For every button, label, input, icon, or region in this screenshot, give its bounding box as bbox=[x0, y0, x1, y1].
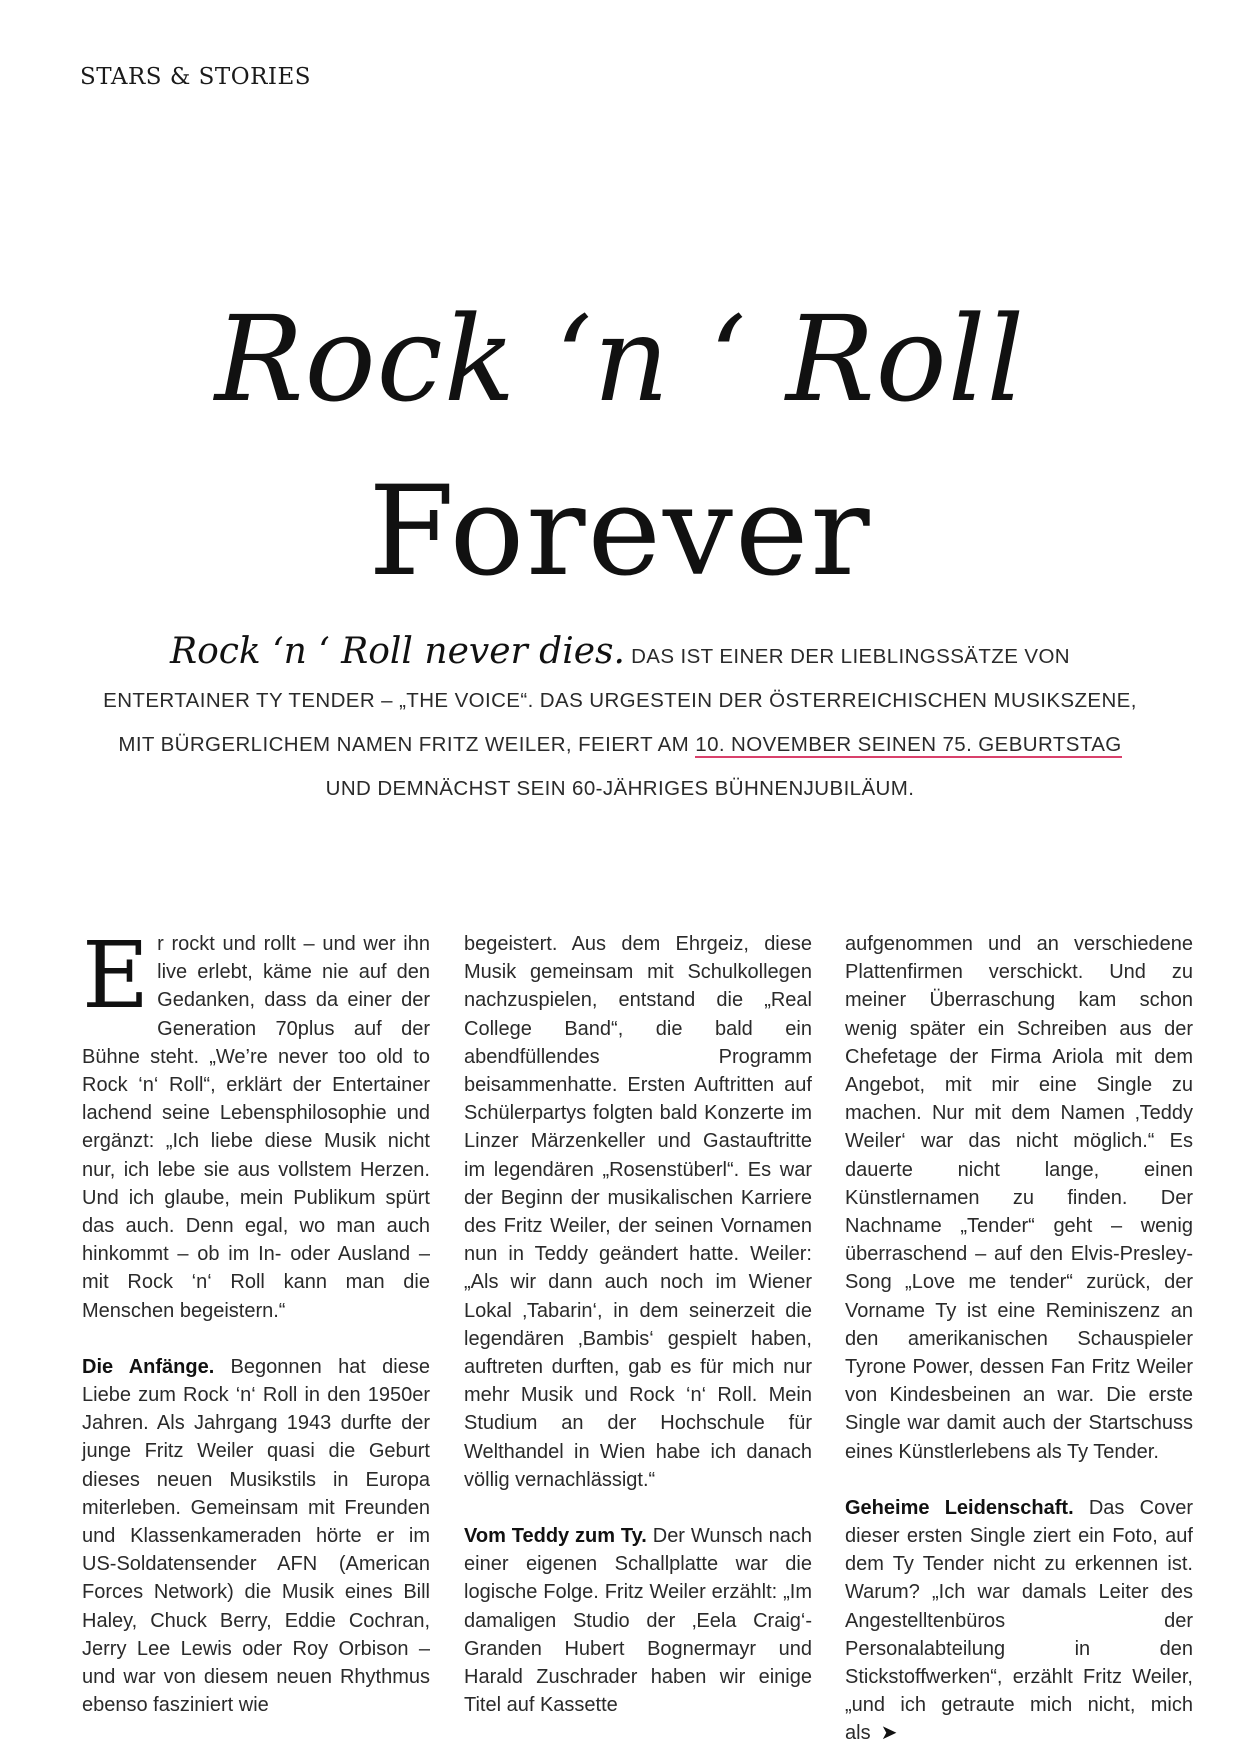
column-3-paragraph-2 bbox=[845, 1494, 1193, 1748]
intro-paragraph bbox=[100, 630, 1140, 811]
article-column-1 bbox=[82, 922, 430, 1719]
paragraph-text: Das Cover dieser ersten Single ziert ein Foto, auf dem Ty Tender nicht zu erkennen ist. Warum? „Ich war damals Leiter des Angestelltenbüros der Personalabteilung in den Stickstoffwerken“, erzählt Fritz Weiler, „und ich getraute mich nicht, mich als bbox=[845, 1496, 1193, 1745]
paragraph-text: Der Wunsch nach einer eigenen Schallplatte war die logische Folge. Fritz Weiler erzählt: „Im damaligen Studio der ‚Eela Craig‘-Granden Hubert Bognermayr und Harald Zuschrader haben wir einige Titel auf Kassette bbox=[464, 1525, 812, 1717]
column-3-paragraph-1: aufgenommen und an verschiedene Plattenfirmen verschickt. Und zu meiner Überraschung kam schon wenig später ein Schreiben aus der Chefetage der Firma Ariola mit dem Angebot, mit mir eine Single zu machen. Nur mit dem Namen ‚Teddy Weiler‘ war das nicht möglich.“ Es dauerte nicht lange, einen Künstlernamen zu finden. Der Nachname „Tender“ geht – wenig überraschend – auf den Elvis-Presley-Song „Love me tender“ zurück, der Vorname Ty ist eine Reminiszenz an den amerikanischen Schauspieler Tyrone Power, dessen Fan Fritz Weiler von Kindesbeinen an war. Die erste Single war damit auch der Startschuss eines Künstlerlebens als Ty Tender. bbox=[845, 933, 1193, 1463]
intro-text: DAS IST EINER DER LIEBLINGSSÄTZE VON ENTERTAINER TY TENDER – „THE VOICE“. DAS URGESTEIN DER ÖSTERREICHISCHEN MUSIKSZENE, MIT BÜRGERLICHEM NAMEN FRITZ WEILER, FEIERT AM bbox=[103, 645, 1137, 756]
paragraph-text: r rockt und rollt – und wer ihn live erlebt, käme nie auf den Gedanken, dass da einer der Generation 70plus auf der Bühne steht. „We’re never too old to Rock ‘n‘ Roll“, erklärt der Entertainer lachend seine Lebensphilosophie und ergänzt: „Ich liebe diese Musik nicht nur, ich lebe sie aus vollstem Herzen. Und ich glaube, mein Publikum spürt das auch. Denn egal, wo man auch hinkommt – ob im In- oder Ausland – mit Rock ‘n‘ Roll kann man die Menschen begeistern.“ bbox=[82, 933, 430, 1322]
subheading-die-anfaenge: Die Anfänge. bbox=[82, 1355, 215, 1378]
column-1-paragraph-1 bbox=[82, 922, 430, 1325]
headline-line-1: Rock ‘n ‘ Roll bbox=[214, 290, 1026, 428]
column-1-paragraph-2 bbox=[82, 1353, 430, 1720]
headline-line-2: Forever bbox=[368, 460, 872, 604]
intro-highlight: 10. NOVEMBER SEINEN 75. GEBURTSTAG bbox=[695, 733, 1122, 756]
paragraph-text: Begonnen hat diese Liebe zum Rock ‘n‘ Roll in den 1950er Jahren. Als Jahrgang 1943 durfte der junge Fritz Weiler quasi die Geburt dieses neuen Musikstils in Europa miterleben. Gemeinsam mit Freunden und Klassenkameraden hörte er im US-Soldatensender AFN (American Forces Network) die Musik eines Bill Haley, Chuck Berry, Eddie Cochran, Jerry Lee Lewis oder Roy Orbison – und war von diesem neuen Rhythmus ebenso fasziniert wie bbox=[82, 1355, 430, 1717]
column-2-paragraph-2 bbox=[464, 1522, 812, 1719]
subheading-vom-teddy-zum-ty: Vom Teddy zum Ty. bbox=[464, 1525, 647, 1548]
drop-cap: E bbox=[82, 922, 150, 1029]
subheading-geheime-leidenschaft: Geheime Leidenschaft. bbox=[845, 1496, 1074, 1519]
article-column-3 bbox=[845, 930, 1193, 1748]
article-column-2 bbox=[464, 930, 812, 1719]
continue-arrow-icon: ➤ bbox=[880, 1722, 898, 1745]
column-2-paragraph-1: begeistert. Aus dem Ehrgeiz, diese Musik gemeinsam mit Schulkollegen nachzuspielen, entstand die „Real College Band“, die bald ein abendfüllendes Programm beisammenhatte. Ersten Auftritten auf Schülerpartys folgten bald Konzerte im Linzer Märzenkeller und Gastauftritte im legendären „Rosenstüberl“. Es war der Beginn der musikalischen Karriere des Fritz Weiler, der seinen Vornamen nun in Teddy geändert hatte. Weiler: „Als wir dann auch noch im Wiener Lokal ‚Tabarin‘, in dem seinerzeit die legendären ‚Bambis‘ gespielt haben, auftreten durften, gab es für mich nur mehr Musik und Rock ‘n‘ Roll. Mein Studium an der Hochschule für Welthandel in Wien habe ich danach völlig vernachlässigt.“ bbox=[464, 933, 812, 1491]
intro-lead: Rock ‘n ‘ Roll never dies. bbox=[169, 631, 625, 672]
section-label: STARS & STORIES bbox=[80, 64, 312, 90]
intro-text-end: UND DEMNÄCHST SEIN 60-JÄHRIGES BÜHNENJUBILÄUM. bbox=[325, 777, 915, 800]
